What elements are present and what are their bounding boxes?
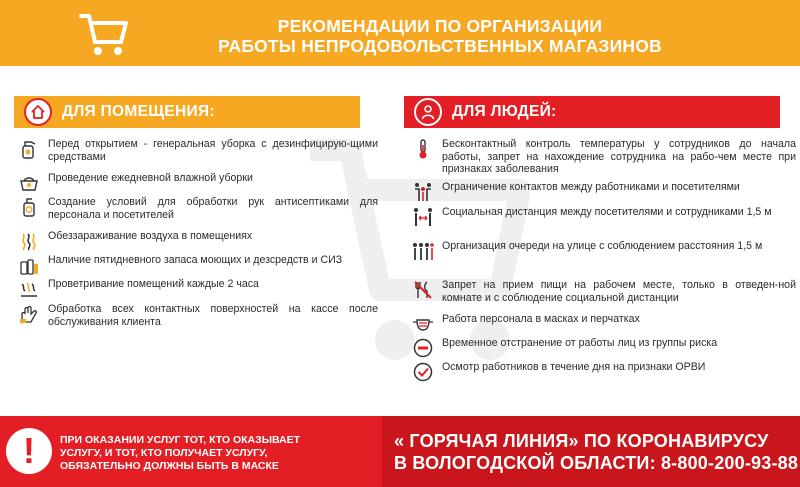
people-item-text: Временное отстранение от работы лиц из группы риска <box>442 337 718 349</box>
mask-warning-line-3: ОБЯЗАТЕЛЬНО ДОЛЖНЫ БЫТЬ В МАСКЕ <box>60 460 279 472</box>
people-item-text: Социальная дистанция между посетителями и сотрудниками 1,5 м <box>442 206 772 218</box>
premises-item-text: Проведение ежедневной влажной уборки <box>48 172 253 184</box>
people-contact-icon <box>412 181 434 203</box>
mask-warning-text <box>60 434 376 473</box>
no-eating-icon <box>412 279 434 301</box>
premises-section-title: ДЛЯ ПОМЕЩЕНИЯ: <box>62 103 215 120</box>
no-entry-icon <box>412 337 434 359</box>
people-item-text: Работа персонала в масках и перчатках <box>442 313 640 325</box>
warning-symbol: ! <box>23 430 35 471</box>
premises-item-text: Создание условий для обработки рук антисептиками для персонала и посетителей <box>48 196 378 221</box>
spray-bottle-icon <box>18 138 40 160</box>
people-item-text: Организация очереди на улице с соблюдением расстояния 1,5 м <box>442 240 763 252</box>
premises-item-text: Проветривание помещений каждые 2 часа <box>48 278 259 290</box>
page-title <box>140 16 740 56</box>
people-item-text: Ограничение контактов между работниками и посетителями <box>442 181 740 193</box>
distance-icon <box>412 206 434 228</box>
house-icon <box>24 98 52 126</box>
page-title-line-1: РЕКОМЕНДАЦИИ ПО ОРГАНИЗАЦИИ <box>277 16 603 36</box>
hotline-line-1: « ГОРЯЧАЯ ЛИНИЯ» ПО КОРОНАВИРУСУ <box>394 431 769 451</box>
mop-bucket-icon <box>18 172 40 194</box>
queue-icon <box>412 240 434 262</box>
header-banner <box>0 0 800 66</box>
people-section-header <box>404 96 780 128</box>
people-item-text: Бесконтактный контроль температуры у сотрудников до начала работы, запрет на нахождение сотрудника на рабо-чем месте при признаках заболевания <box>442 138 796 175</box>
ventilation-icon <box>18 278 40 300</box>
people-section-title: ДЛЯ ЛЮДЕЙ: <box>452 103 557 120</box>
premises-item-text: Обработка всех контактных поверхностей на кассе после обслуживания клиента <box>48 303 378 328</box>
mask-warning-banner <box>0 416 382 487</box>
thermometer-icon <box>412 138 434 160</box>
person-icon <box>414 98 442 126</box>
premises-section-header <box>14 96 360 128</box>
hotline-line-2: В ВОЛОГОДСКОЙ ОБЛАСТИ: 8-800-200-93-88 <box>394 453 799 473</box>
premises-item-text: Обеззараживание воздуха в помещениях <box>48 230 253 242</box>
hotline-banner <box>382 416 800 487</box>
premises-item-text: Наличие пятидневного запаса моющих и дезсредств и СИЗ <box>48 254 343 266</box>
supplies-icon <box>18 254 40 276</box>
check-icon <box>412 361 434 383</box>
air-waves-icon <box>18 230 40 252</box>
hotline-text <box>394 430 800 474</box>
shopping-cart-icon <box>78 10 130 58</box>
people-item-text: Запрет на прием пищи на рабочем месте, только в отведен-ной комнате и с соблюдение социальной дистанции <box>442 279 796 304</box>
page-title-line-2: РАБОТЫ НЕПРОДОВОЛЬСТВЕННЫХ МАГАЗИНОВ <box>218 36 662 56</box>
premises-item-text: Перед открытием - генеральная уборка с дезинфицирую-щими средствами <box>48 138 378 163</box>
mask-icon <box>412 313 434 335</box>
mask-warning-line-1: ПРИ ОКАЗАНИИ УСЛУГ ТОТ, КТО ОКАЗЫВАЕТ <box>60 434 301 446</box>
hand-wipe-icon <box>18 303 40 325</box>
warning-icon <box>6 428 52 474</box>
sanitizer-icon <box>18 196 40 218</box>
mask-warning-line-2: УСЛУГУ, И ТОТ, КТО ПОЛУЧАЕТ УСЛУГУ, <box>60 447 268 459</box>
people-item-text: Осмотр работников в течение дня на признаки ОРВИ <box>442 361 706 373</box>
